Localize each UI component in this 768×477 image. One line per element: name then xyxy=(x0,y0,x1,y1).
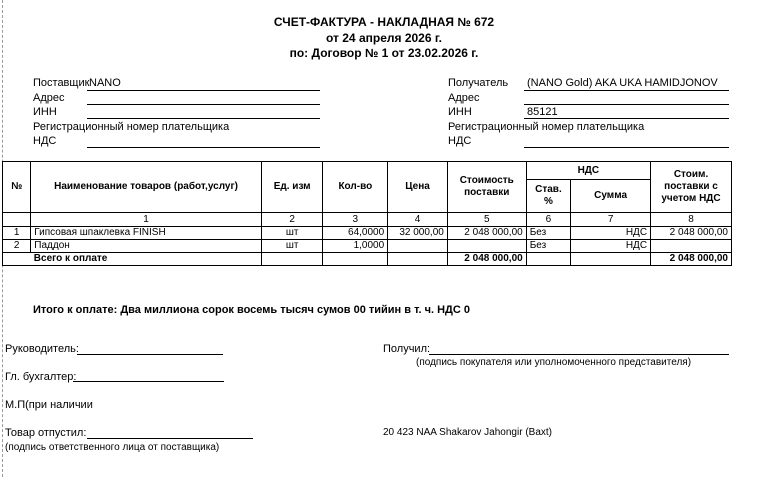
row-name: Гипсовая шпаклевка FINISH xyxy=(31,227,262,240)
receiver-address-label: Адрес xyxy=(448,92,480,104)
table-row xyxy=(3,227,732,240)
col-number: 7 xyxy=(571,213,651,227)
row-qty: 1,0000 xyxy=(323,240,388,253)
col-number: 4 xyxy=(388,213,448,227)
receiver-address-line xyxy=(524,104,729,105)
total-empty xyxy=(323,253,388,266)
power-of-attorney: 20 423 NAA Shakarov Jahongir (Baxt) xyxy=(383,427,552,438)
supplier-vat-line xyxy=(87,147,320,148)
col-header-unit: Ед. изм xyxy=(261,162,323,213)
row-total xyxy=(651,240,732,253)
supplier-inn-label: ИНН xyxy=(33,106,57,118)
supplier-reg-label: Регистрационный номер плательщика xyxy=(33,121,230,133)
row-no: 1 xyxy=(3,227,31,240)
col-number: 8 xyxy=(651,213,732,227)
total-label: Всего к оплате xyxy=(31,253,262,266)
supplier-address-line xyxy=(87,104,320,105)
row-no: 2 xyxy=(3,240,31,253)
receiver-label: Получатель xyxy=(448,77,509,89)
director-label: Руководитель: xyxy=(5,343,79,355)
col-header-name: Наименование товаров (работ,услуг) xyxy=(31,162,262,213)
released-signature-line xyxy=(87,438,253,439)
col-number: 6 xyxy=(526,213,570,227)
row-vat-rate: Без xyxy=(526,240,570,253)
supplier-vat-label: НДС xyxy=(33,135,57,147)
total-empty xyxy=(388,253,448,266)
payment-summary: Итого к оплате: Два миллиона сорок восемь тысяч сумов 00 тийин в т. ч. НДС 0 xyxy=(33,304,471,316)
accountant-label: Гл. бухгалтер: xyxy=(5,371,77,383)
row-price: 32 000,00 xyxy=(388,227,448,240)
total-empty xyxy=(526,253,570,266)
row-vat-sum: НДС xyxy=(571,240,651,253)
supplier-address-label: Адрес xyxy=(33,92,65,104)
row-cost xyxy=(447,240,526,253)
col-number: 5 xyxy=(447,213,526,227)
col-header-price: Цена xyxy=(388,162,448,213)
total-row xyxy=(3,253,732,266)
receiver-inn-line xyxy=(524,118,729,119)
received-label: Получил: xyxy=(383,343,431,355)
col-header-vat-rate: Став. % xyxy=(526,180,570,213)
received-signature-line xyxy=(429,354,729,355)
row-unit: шт xyxy=(261,227,323,240)
director-signature-line xyxy=(77,354,223,355)
receiver-name-line xyxy=(524,90,729,91)
row-price xyxy=(388,240,448,253)
supplier-name: NANO xyxy=(89,77,121,89)
receiver-vat-line xyxy=(524,147,729,148)
col-header-vat: НДС xyxy=(526,162,650,180)
total-cost: 2 048 000,00 xyxy=(447,253,526,266)
stamp-label: М.П(при наличии xyxy=(5,399,93,411)
row-qty: 64,0000 xyxy=(323,227,388,240)
receiver-inn-value: 85121 xyxy=(527,106,558,118)
supplier-name-line xyxy=(87,90,320,91)
table-row xyxy=(3,240,732,253)
row-name: Паддон xyxy=(31,240,262,253)
receiver-name: (NANO Gold) AKA UKA HAMIDJONOV xyxy=(527,77,718,89)
total-empty xyxy=(3,253,31,266)
total-sum: 2 048 000,00 xyxy=(651,253,732,266)
supplier-inn-line xyxy=(87,118,320,119)
column-numbers-row xyxy=(3,213,732,227)
released-caption: (подпись ответственного лица от поставщика) xyxy=(5,442,220,453)
released-label: Товар отпустил: xyxy=(5,427,87,439)
total-empty xyxy=(571,253,651,266)
row-unit: шт xyxy=(261,240,323,253)
document-date: от 24 апреля 2026 г. xyxy=(326,31,442,45)
col-header-qty: Кол-во xyxy=(323,162,388,213)
supplier-label: Поставщик xyxy=(33,77,90,89)
total-empty xyxy=(261,253,323,266)
receiver-vat-label: НДС xyxy=(448,135,472,147)
received-caption: (подпись покупателя или уполномоченного представителя) xyxy=(416,357,692,368)
contract-line: по: Договор № 1 от 23.02.2026 г. xyxy=(289,46,479,60)
accountant-signature-line xyxy=(73,381,224,382)
row-cost: 2 048 000,00 xyxy=(447,227,526,240)
col-header-total-with-vat: Стоим. поставки с учетом НДС xyxy=(651,162,732,213)
row-vat-sum: НДС xyxy=(571,227,651,240)
invoice-table xyxy=(2,161,732,266)
receiver-reg-label: Регистрационный номер плательщика xyxy=(448,121,645,133)
row-vat-rate: Без xyxy=(526,227,570,240)
row-total: 2 048 000,00 xyxy=(651,227,732,240)
col-header-cost: Стоимость поставки xyxy=(447,162,526,213)
document-title: СЧЕТ-ФАКТУРА - НАКЛАДНАЯ № 672 xyxy=(273,15,495,29)
col-number: 3 xyxy=(323,213,388,227)
col-header-vat-sum: Сумма xyxy=(571,180,651,213)
col-number-empty xyxy=(3,213,31,227)
col-header-no: № xyxy=(3,162,31,213)
col-number: 1 xyxy=(31,213,262,227)
receiver-inn-label: ИНН xyxy=(448,106,472,118)
col-number: 2 xyxy=(261,213,323,227)
